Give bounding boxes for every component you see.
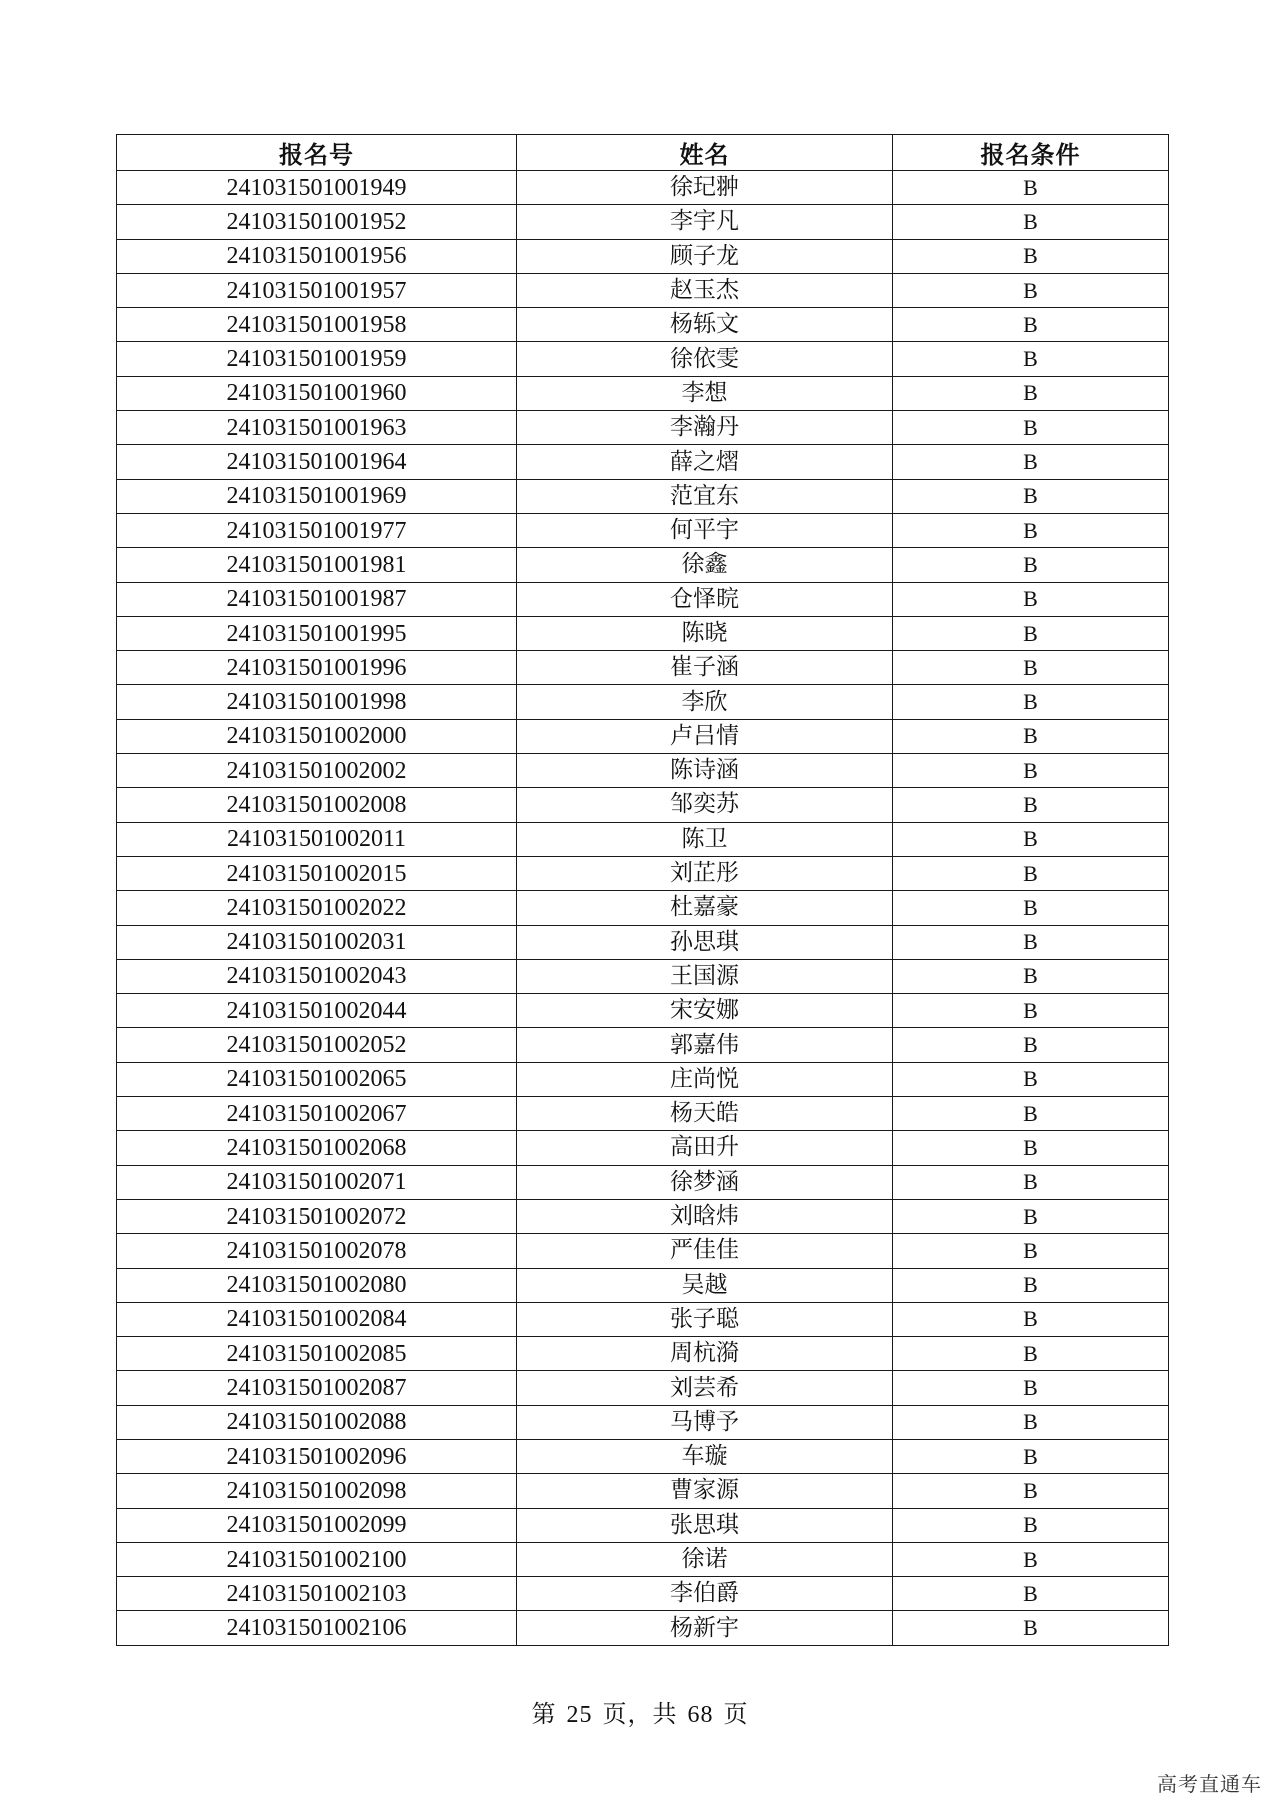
table-row xyxy=(117,479,1169,513)
registration-number-cell: 241031501002052 xyxy=(117,1028,517,1062)
name-cell: 徐鑫 xyxy=(517,548,893,582)
name-cell: 刘晗炜 xyxy=(517,1199,893,1233)
table-row xyxy=(117,1234,1169,1268)
registration-condition-cell: B xyxy=(893,1165,1169,1199)
registration-number-cell: 241031501001998 xyxy=(117,685,517,719)
registration-condition-cell: B xyxy=(893,1097,1169,1131)
registration-condition-cell: B xyxy=(893,891,1169,925)
registration-condition-cell: B xyxy=(893,822,1169,856)
registration-number-cell: 241031501002043 xyxy=(117,959,517,993)
name-cell: 杜嘉豪 xyxy=(517,891,893,925)
name-cell: 李想 xyxy=(517,376,893,410)
registration-number-cell: 241031501002000 xyxy=(117,719,517,753)
registration-condition-cell: B xyxy=(893,376,1169,410)
registration-condition-cell: B xyxy=(893,513,1169,547)
name-cell: 王国源 xyxy=(517,959,893,993)
registration-condition-cell: B xyxy=(893,411,1169,445)
registration-condition-cell: B xyxy=(893,1131,1169,1165)
name-cell: 郭嘉伟 xyxy=(517,1028,893,1062)
name-cell: 周杭漪 xyxy=(517,1337,893,1371)
table-row xyxy=(117,1474,1169,1508)
name-cell: 顾子龙 xyxy=(517,239,893,273)
name-cell: 何平宇 xyxy=(517,513,893,547)
registration-number-cell: 241031501002080 xyxy=(117,1268,517,1302)
registration-number-cell: 241031501001995 xyxy=(117,616,517,650)
registration-number-cell: 241031501001977 xyxy=(117,513,517,547)
name-cell: 徐梦涵 xyxy=(517,1165,893,1199)
table-row xyxy=(117,959,1169,993)
registration-condition-cell: B xyxy=(893,1542,1169,1576)
table-row xyxy=(117,1268,1169,1302)
name-cell: 徐依雯 xyxy=(517,342,893,376)
name-cell: 刘芷彤 xyxy=(517,856,893,890)
registration-number-cell: 241031501002065 xyxy=(117,1062,517,1096)
registration-condition-cell: B xyxy=(893,239,1169,273)
name-cell: 车璇 xyxy=(517,1439,893,1473)
table-row xyxy=(117,856,1169,890)
table-row xyxy=(117,754,1169,788)
registration-number-cell: 241031501001963 xyxy=(117,411,517,445)
name-cell: 邹奕苏 xyxy=(517,788,893,822)
registration-condition-cell: B xyxy=(893,1302,1169,1336)
registration-number-cell: 241031501001964 xyxy=(117,445,517,479)
table-row xyxy=(117,719,1169,753)
registration-condition-cell: B xyxy=(893,719,1169,753)
registration-number-cell: 241031501001981 xyxy=(117,548,517,582)
registration-number-cell: 241031501002031 xyxy=(117,925,517,959)
registration-number-cell: 241031501001959 xyxy=(117,342,517,376)
registration-number-cell: 241031501002072 xyxy=(117,1199,517,1233)
table-row xyxy=(117,1131,1169,1165)
name-cell: 宋安娜 xyxy=(517,994,893,1028)
name-cell: 李伯爵 xyxy=(517,1577,893,1611)
table-row xyxy=(117,273,1169,307)
registration-number-cell: 241031501002099 xyxy=(117,1508,517,1542)
name-cell: 崔子涵 xyxy=(517,651,893,685)
table-row xyxy=(117,1542,1169,1576)
registration-number-cell: 241031501002015 xyxy=(117,856,517,890)
registration-number-cell: 241031501001969 xyxy=(117,479,517,513)
name-cell: 赵玉杰 xyxy=(517,273,893,307)
table-header xyxy=(117,135,1169,171)
registration-number-cell: 241031501002096 xyxy=(117,1439,517,1473)
name-cell: 陈诗涵 xyxy=(517,754,893,788)
registration-number-cell: 241031501002071 xyxy=(117,1165,517,1199)
name-cell: 杨轹文 xyxy=(517,308,893,342)
registration-condition-cell: B xyxy=(893,685,1169,719)
registration-condition-cell: B xyxy=(893,754,1169,788)
name-cell: 徐玘翀 xyxy=(517,171,893,205)
table-row xyxy=(117,411,1169,445)
registration-condition-cell: B xyxy=(893,171,1169,205)
registration-condition-cell: B xyxy=(893,1371,1169,1405)
table-row xyxy=(117,582,1169,616)
name-cell: 高田升 xyxy=(517,1131,893,1165)
table-row xyxy=(117,1302,1169,1336)
registration-condition-cell: B xyxy=(893,308,1169,342)
table-row xyxy=(117,239,1169,273)
table-row xyxy=(117,1199,1169,1233)
registration-number-cell: 241031501002078 xyxy=(117,1234,517,1268)
registration-number-cell: 241031501001960 xyxy=(117,376,517,410)
name-cell: 杨新宇 xyxy=(517,1611,893,1645)
name-cell: 陈卫 xyxy=(517,822,893,856)
total-pages: 68 xyxy=(687,1702,714,1728)
table-row xyxy=(117,445,1169,479)
name-cell: 薛之熠 xyxy=(517,445,893,479)
page-number: 25 xyxy=(566,1702,593,1728)
table-row xyxy=(117,651,1169,685)
table-row xyxy=(117,822,1169,856)
name-cell: 曹家源 xyxy=(517,1474,893,1508)
registration-number-cell: 241031501001957 xyxy=(117,273,517,307)
registration-condition-cell: B xyxy=(893,1234,1169,1268)
table-row xyxy=(117,1337,1169,1371)
registration-number-cell: 241031501001987 xyxy=(117,582,517,616)
table-row xyxy=(117,1371,1169,1405)
table-row xyxy=(117,171,1169,205)
registration-number-cell: 241031501002002 xyxy=(117,754,517,788)
header-registration-condition: 报名条件 xyxy=(893,135,1169,171)
registration-number-cell: 241031501001996 xyxy=(117,651,517,685)
registration-number-cell: 241031501002100 xyxy=(117,1542,517,1576)
registration-condition-cell: B xyxy=(893,1268,1169,1302)
page-unit: 页，共 xyxy=(602,1702,678,1728)
header-row xyxy=(117,135,1169,171)
name-cell: 李瀚丹 xyxy=(517,411,893,445)
registration-number-cell: 241031501002008 xyxy=(117,788,517,822)
table-row xyxy=(117,994,1169,1028)
registration-number-cell: 241031501002103 xyxy=(117,1577,517,1611)
registration-number-cell: 241031501002088 xyxy=(117,1405,517,1439)
registration-number-cell: 241031501001956 xyxy=(117,239,517,273)
table-row xyxy=(117,685,1169,719)
registration-condition-cell: B xyxy=(893,788,1169,822)
registration-number-cell: 241031501002022 xyxy=(117,891,517,925)
header-name: 姓名 xyxy=(517,135,893,171)
registration-condition-cell: B xyxy=(893,856,1169,890)
registration-condition-cell: B xyxy=(893,1337,1169,1371)
name-cell: 陈晓 xyxy=(517,616,893,650)
table-row xyxy=(117,1508,1169,1542)
name-cell: 吴越 xyxy=(517,1268,893,1302)
table-row xyxy=(117,925,1169,959)
registration-number-cell: 241031501002106 xyxy=(117,1611,517,1645)
name-cell: 杨天皓 xyxy=(517,1097,893,1131)
header-registration-number: 报名号 xyxy=(117,135,517,171)
registration-condition-cell: B xyxy=(893,994,1169,1028)
registration-number-cell: 241031501002085 xyxy=(117,1337,517,1371)
table-row xyxy=(117,1165,1169,1199)
name-cell: 庄尚悦 xyxy=(517,1062,893,1096)
registration-number-cell: 241031501002098 xyxy=(117,1474,517,1508)
registration-condition-cell: B xyxy=(893,1508,1169,1542)
table-row xyxy=(117,891,1169,925)
name-cell: 李宇凡 xyxy=(517,205,893,239)
table-row xyxy=(117,1062,1169,1096)
registration-condition-cell: B xyxy=(893,273,1169,307)
total-unit: 页 xyxy=(723,1702,749,1728)
registration-number-cell: 241031501001958 xyxy=(117,308,517,342)
table-row xyxy=(117,376,1169,410)
name-cell: 严佳佳 xyxy=(517,1234,893,1268)
page-footer xyxy=(0,1694,1280,1729)
registration-condition-cell: B xyxy=(893,651,1169,685)
registration-number-cell: 241031501002084 xyxy=(117,1302,517,1336)
table-row xyxy=(117,1611,1169,1645)
table-row xyxy=(117,1028,1169,1062)
name-cell: 孙思琪 xyxy=(517,925,893,959)
registration-condition-cell: B xyxy=(893,1577,1169,1611)
table-row xyxy=(117,548,1169,582)
registration-table xyxy=(116,134,1169,1646)
registration-condition-cell: B xyxy=(893,1405,1169,1439)
name-cell: 张子聪 xyxy=(517,1302,893,1336)
registration-condition-cell: B xyxy=(893,959,1169,993)
registration-condition-cell: B xyxy=(893,205,1169,239)
registration-number-cell: 241031501002068 xyxy=(117,1131,517,1165)
registration-number-cell: 241031501001949 xyxy=(117,171,517,205)
table-row xyxy=(117,1577,1169,1611)
table-row xyxy=(117,1439,1169,1473)
registration-condition-cell: B xyxy=(893,1028,1169,1062)
table-row xyxy=(117,205,1169,239)
table-row xyxy=(117,1405,1169,1439)
name-cell: 仓怿晥 xyxy=(517,582,893,616)
registration-condition-cell: B xyxy=(893,1199,1169,1233)
name-cell: 李欣 xyxy=(517,685,893,719)
watermark-text: 高考直通车 xyxy=(1157,1772,1262,1796)
registration-condition-cell: B xyxy=(893,1439,1169,1473)
registration-condition-cell: B xyxy=(893,548,1169,582)
table-row xyxy=(117,308,1169,342)
registration-number-cell: 241031501002011 xyxy=(117,822,517,856)
table-body xyxy=(117,171,1169,1646)
registration-condition-cell: B xyxy=(893,616,1169,650)
page-prefix: 第 xyxy=(531,1702,557,1728)
registration-condition-cell: B xyxy=(893,1611,1169,1645)
name-cell: 刘芸希 xyxy=(517,1371,893,1405)
registration-number-cell: 241031501002067 xyxy=(117,1097,517,1131)
table-row xyxy=(117,616,1169,650)
name-cell: 张思琪 xyxy=(517,1508,893,1542)
name-cell: 徐诺 xyxy=(517,1542,893,1576)
name-cell: 马博予 xyxy=(517,1405,893,1439)
registration-number-cell: 241031501002087 xyxy=(117,1371,517,1405)
name-cell: 卢吕情 xyxy=(517,719,893,753)
registration-condition-cell: B xyxy=(893,582,1169,616)
table-row xyxy=(117,342,1169,376)
registration-condition-cell: B xyxy=(893,1474,1169,1508)
name-cell: 范宜东 xyxy=(517,479,893,513)
registration-condition-cell: B xyxy=(893,479,1169,513)
table-row xyxy=(117,788,1169,822)
registration-condition-cell: B xyxy=(893,342,1169,376)
registration-condition-cell: B xyxy=(893,445,1169,479)
table-row xyxy=(117,513,1169,547)
table-row xyxy=(117,1097,1169,1131)
registration-number-cell: 241031501001952 xyxy=(117,205,517,239)
registration-condition-cell: B xyxy=(893,1062,1169,1096)
registration-number-cell: 241031501002044 xyxy=(117,994,517,1028)
registration-condition-cell: B xyxy=(893,925,1169,959)
